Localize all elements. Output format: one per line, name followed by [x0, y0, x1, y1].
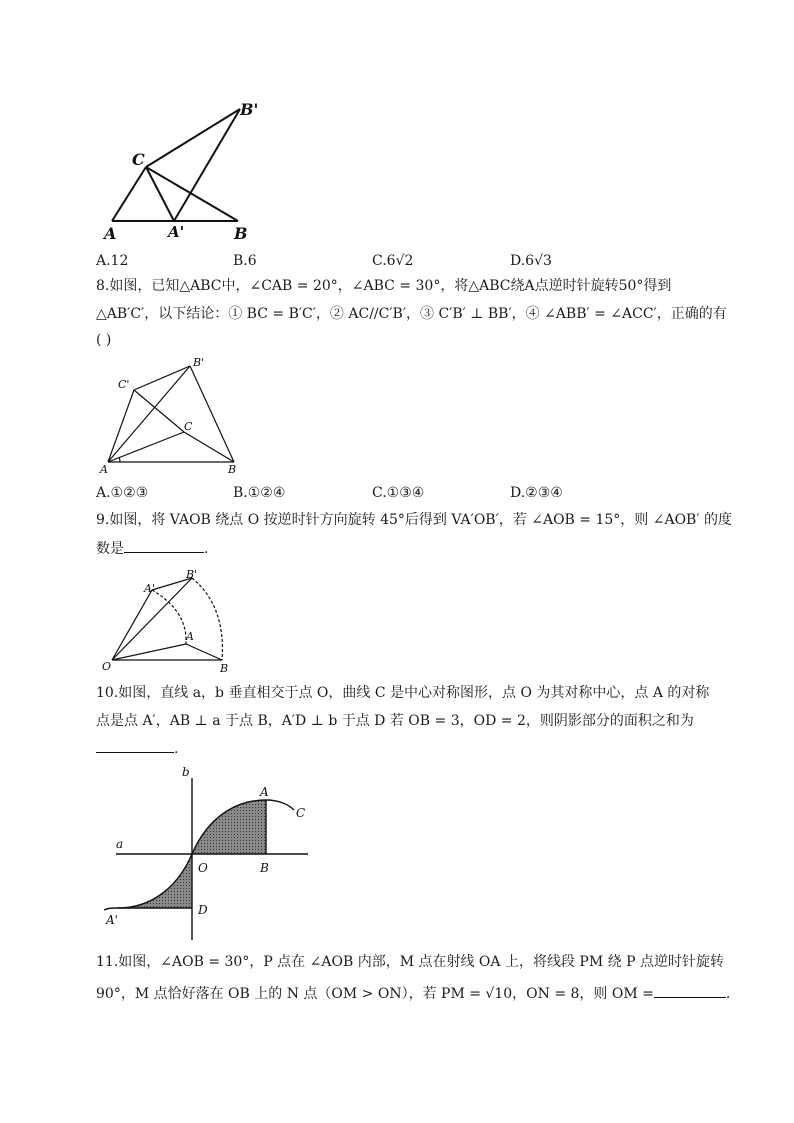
q8-label-a: A	[100, 463, 108, 476]
q10-label-a-prime: A'	[106, 913, 118, 927]
q10-label-a-line: a	[116, 837, 124, 851]
q11-line-2-end: .	[725, 986, 731, 1002]
q10-label-a: A	[260, 785, 269, 799]
q10-line-1: 10.如图，直线 a，b 垂直相交于点 O，曲线 C 是中心对称图形，点 O 为其对称中心，点 A 的对称	[96, 685, 710, 701]
q7-option-a: A.12	[96, 253, 129, 269]
q10-label-c: C	[296, 806, 306, 820]
q8-line-3: ( )	[96, 332, 112, 348]
q8-option-d: D.②③④	[510, 485, 563, 501]
q8-label-b-prime: B'	[193, 356, 205, 369]
q9-line-2-end: .	[204, 541, 209, 557]
q7-figure	[96, 95, 276, 245]
q8-label-c-prime: C'	[118, 378, 130, 391]
q11-line-2-text: 90°，M 点恰好落在 OB 上的 N 点（OM > ON），若 PM = √10，ON = 8，则 OM =	[96, 986, 654, 1002]
q7-label-b: B	[234, 224, 248, 243]
q11-answer-blank[interactable]	[654, 983, 726, 998]
q11-line-1: 11.如图，∠AOB = 30°，P 点在 ∠AOB 内部，M 点在射线 OA 上，将线段 PM 绕 P 点逆时针旋转	[96, 954, 724, 970]
q7-option-d: D.6√3	[510, 253, 552, 269]
q9-line-2-text: 数是	[96, 541, 124, 557]
q7-label-b-prime: B'	[240, 100, 259, 119]
q11-line-2	[96, 983, 730, 1004]
q10-label-b: B	[260, 861, 269, 875]
q8-option-b: B.①②④	[233, 485, 286, 501]
q9-answer-blank[interactable]	[124, 538, 204, 553]
q10-line-3-end: .	[174, 741, 179, 757]
q9-figure	[96, 566, 246, 676]
q10-label-b-line: b	[182, 765, 190, 779]
q7-label-a-prime: A'	[168, 223, 185, 241]
q10-line-2: 点是点 A′，AB ⊥ a 于点 B，A′D ⊥ b 于点 D 若 OB = 3，OD = 2，则阴影部分的面积之和为	[96, 713, 694, 729]
q8-label-c: C	[184, 420, 193, 433]
q7-option-b: B.6	[233, 253, 257, 269]
q10-label-o: O	[198, 861, 208, 875]
q9-label-b: B	[220, 662, 229, 675]
q7-option-c: C.6√2	[372, 253, 414, 269]
q8-line-2: △AB′C′，以下结论：① BC = B′C′，② AC//C′B′，③ C′B′ ⊥ BB′，④ ∠ABB′ = ∠ACC′，正确的有	[96, 306, 727, 322]
q8-figure	[96, 352, 256, 478]
q9-label-o: O	[102, 660, 112, 673]
q8-line-1: 8.如图，已知△ABC中，∠CAB = 20°，∠ABC = 30°，将△ABC绕A点逆时针旋转50°得到	[96, 278, 672, 294]
q7-label-c: C	[132, 150, 145, 169]
q10-label-d: D	[198, 903, 208, 917]
q9-line-1: 9.如图，将 VAOB 绕点 O 按逆时针方向旋转 45°后得到 VA′OB′，若 ∠AOB = 15°，则 ∠AOB′ 的度	[96, 512, 732, 528]
q10-line-3	[96, 738, 178, 759]
q8-option-c: C.①③④	[372, 485, 425, 501]
q8-option-a: A.①②③	[96, 485, 149, 501]
q10-figure	[96, 762, 326, 947]
q9-label-b-prime: B'	[186, 568, 198, 581]
q8-label-b: B	[228, 463, 237, 476]
q9-label-a: A	[186, 630, 194, 643]
q7-label-a: A	[104, 224, 117, 243]
q10-answer-blank[interactable]	[96, 738, 174, 753]
q9-label-a-prime: A'	[144, 582, 155, 595]
q9-line-2	[96, 538, 208, 559]
